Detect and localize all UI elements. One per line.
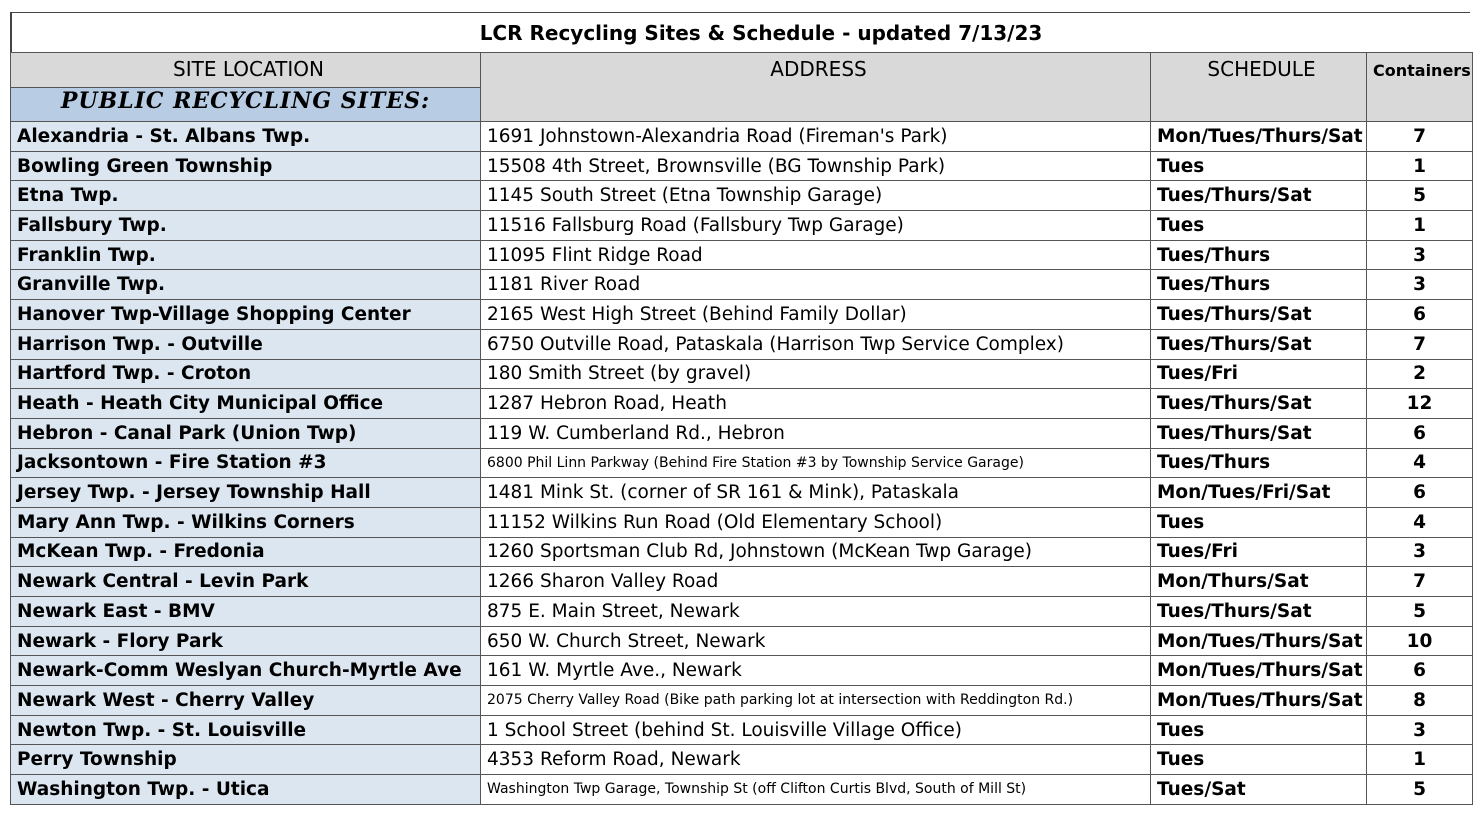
- schedule-cell[interactable]: Tues: [1151, 151, 1367, 181]
- table-row: [11, 359, 1473, 389]
- schedule-cell[interactable]: Tues: [1151, 211, 1367, 241]
- address-cell[interactable]: 11095 Flint Ridge Road: [481, 240, 1151, 270]
- containers-cell[interactable]: 6: [1367, 656, 1473, 686]
- schedule-cell[interactable]: Tues/Fri: [1151, 359, 1367, 389]
- address-cell[interactable]: 1481 Mink St. (corner of SR 161 & Mink), Pataskala: [481, 478, 1151, 508]
- address-cell[interactable]: 875 E. Main Street, Newark: [481, 597, 1151, 627]
- table-row: [11, 211, 1473, 241]
- table-row: [11, 418, 1473, 448]
- schedule-cell[interactable]: Tues/Fri: [1151, 537, 1367, 567]
- site-cell[interactable]: Washington Twp. - Utica: [11, 775, 481, 805]
- address-cell[interactable]: 2075 Cherry Valley Road (Bike path parking lot at intersection with Reddington Rd.): [481, 686, 1151, 716]
- site-cell[interactable]: Alexandria - St. Albans Twp.: [11, 122, 481, 152]
- schedule-cell[interactable]: Mon/Tues/Thurs/Sat: [1151, 656, 1367, 686]
- containers-cell[interactable]: 4: [1367, 507, 1473, 537]
- schedule-cell[interactable]: Tues/Thurs: [1151, 448, 1367, 478]
- site-cell[interactable]: Newark - Flory Park: [11, 626, 481, 656]
- schedule-cell[interactable]: Tues/Thurs: [1151, 270, 1367, 300]
- site-cell[interactable]: Fallsbury Twp.: [11, 211, 481, 241]
- address-cell[interactable]: 6800 Phil Linn Parkway (Behind Fire Station #3 by Township Service Garage): [481, 448, 1151, 478]
- site-cell[interactable]: Jersey Twp. - Jersey Township Hall: [11, 478, 481, 508]
- site-cell[interactable]: Hartford Twp. - Croton: [11, 359, 481, 389]
- schedule-cell[interactable]: Tues/Thurs/Sat: [1151, 300, 1367, 330]
- site-cell[interactable]: Hanover Twp-Village Shopping Center: [11, 300, 481, 330]
- schedule-cell[interactable]: Tues/Thurs/Sat: [1151, 181, 1367, 211]
- table-row: [11, 300, 1473, 330]
- table-row: [11, 715, 1473, 745]
- table-row: [11, 151, 1473, 181]
- containers-cell[interactable]: 1: [1367, 745, 1473, 775]
- schedule-cell[interactable]: Tues/Sat: [1151, 775, 1367, 805]
- containers-cell[interactable]: 1: [1367, 211, 1473, 241]
- containers-cell[interactable]: 6: [1367, 418, 1473, 448]
- site-cell[interactable]: Jacksontown - Fire Station #3: [11, 448, 481, 478]
- schedule-cell[interactable]: Mon/Tues/Thurs/Sat: [1151, 686, 1367, 716]
- containers-cell[interactable]: 3: [1367, 270, 1473, 300]
- table-row: [11, 448, 1473, 478]
- schedule-cell[interactable]: Tues: [1151, 715, 1367, 745]
- site-cell[interactable]: Bowling Green Township: [11, 151, 481, 181]
- containers-cell[interactable]: 7: [1367, 122, 1473, 152]
- spreadsheet: [10, 12, 1470, 805]
- address-cell[interactable]: 2165 West High Street (Behind Family Dollar): [481, 300, 1151, 330]
- site-cell[interactable]: Franklin Twp.: [11, 240, 481, 270]
- address-cell[interactable]: 1260 Sportsman Club Rd, Johnstown (McKean Twp Garage): [481, 537, 1151, 567]
- containers-cell[interactable]: 7: [1367, 567, 1473, 597]
- site-cell[interactable]: Etna Twp.: [11, 181, 481, 211]
- sheet-title: LCR Recycling Sites & Schedule - updated 7/13/23: [10, 12, 1470, 52]
- table-row: [11, 181, 1473, 211]
- address-cell[interactable]: 1145 South Street (Etna Township Garage): [481, 181, 1151, 211]
- address-cell[interactable]: 1181 River Road: [481, 270, 1151, 300]
- table-row: [11, 122, 1473, 152]
- table-row: [11, 240, 1473, 270]
- site-cell[interactable]: Hebron - Canal Park (Union Twp): [11, 418, 481, 448]
- address-cell[interactable]: 1 School Street (behind St. Louisville Village Office): [481, 715, 1151, 745]
- address-cell[interactable]: 11516 Fallsburg Road (Fallsbury Twp Garage): [481, 211, 1151, 241]
- site-cell[interactable]: Harrison Twp. - Outville: [11, 329, 481, 359]
- site-cell[interactable]: Newark East - BMV: [11, 597, 481, 627]
- header-schedule[interactable]: SCHEDULE: [1151, 53, 1367, 122]
- schedule-cell[interactable]: Tues/Thurs/Sat: [1151, 418, 1367, 448]
- containers-cell[interactable]: 12: [1367, 389, 1473, 419]
- schedule-cell[interactable]: Mon/Tues/Fri/Sat: [1151, 478, 1367, 508]
- address-cell[interactable]: 650 W. Church Street, Newark: [481, 626, 1151, 656]
- table-row: [11, 270, 1473, 300]
- containers-cell[interactable]: 4: [1367, 448, 1473, 478]
- containers-cell[interactable]: 1: [1367, 151, 1473, 181]
- table-row: [11, 389, 1473, 419]
- table-row: [11, 656, 1473, 686]
- containers-cell[interactable]: 3: [1367, 537, 1473, 567]
- table-row: [11, 745, 1473, 775]
- containers-cell[interactable]: 10: [1367, 626, 1473, 656]
- containers-cell[interactable]: 3: [1367, 240, 1473, 270]
- table-row: [11, 567, 1473, 597]
- schedule-cell[interactable]: Tues: [1151, 745, 1367, 775]
- schedule-cell[interactable]: Tues/Thurs: [1151, 240, 1367, 270]
- containers-cell[interactable]: 6: [1367, 478, 1473, 508]
- header-site-location[interactable]: SITE LOCATION: [11, 53, 481, 88]
- address-cell[interactable]: 1691 Johnstown-Alexandria Road (Fireman's Park): [481, 122, 1151, 152]
- address-cell[interactable]: 119 W. Cumberland Rd., Hebron: [481, 418, 1151, 448]
- address-cell[interactable]: 15508 4th Street, Brownsville (BG Township Park): [481, 151, 1151, 181]
- table-body: [11, 122, 1473, 805]
- header-containers[interactable]: Containers: [1367, 53, 1473, 122]
- address-cell[interactable]: 1266 Sharon Valley Road: [481, 567, 1151, 597]
- containers-cell[interactable]: 8: [1367, 686, 1473, 716]
- recycling-sites-table: [10, 52, 1473, 805]
- site-cell[interactable]: McKean Twp. - Fredonia: [11, 537, 481, 567]
- address-cell[interactable]: 6750 Outville Road, Pataskala (Harrison Twp Service Complex): [481, 329, 1151, 359]
- site-cell[interactable]: Heath - Heath City Municipal Office: [11, 389, 481, 419]
- schedule-cell[interactable]: Tues/Thurs/Sat: [1151, 597, 1367, 627]
- containers-cell[interactable]: 5: [1367, 181, 1473, 211]
- schedule-cell[interactable]: Tues/Thurs/Sat: [1151, 389, 1367, 419]
- address-cell[interactable]: 1287 Hebron Road, Heath: [481, 389, 1151, 419]
- containers-cell[interactable]: 5: [1367, 597, 1473, 627]
- address-cell[interactable]: 11152 Wilkins Run Road (Old Elementary School): [481, 507, 1151, 537]
- address-cell[interactable]: 161 W. Myrtle Ave., Newark: [481, 656, 1151, 686]
- address-cell[interactable]: Washington Twp Garage, Township St (off Clifton Curtis Blvd, South of Mill St): [481, 775, 1151, 805]
- header-address[interactable]: ADDRESS: [481, 53, 1151, 122]
- table-row: [11, 507, 1473, 537]
- site-cell[interactable]: Newton Twp. - St. Louisville: [11, 715, 481, 745]
- containers-cell[interactable]: 3: [1367, 715, 1473, 745]
- schedule-cell[interactable]: Mon/Tues/Thurs/Sat: [1151, 122, 1367, 152]
- table-row: [11, 329, 1473, 359]
- table-row: [11, 775, 1473, 805]
- address-cell[interactable]: 4353 Reform Road, Newark: [481, 745, 1151, 775]
- schedule-cell[interactable]: Mon/Thurs/Sat: [1151, 567, 1367, 597]
- site-cell[interactable]: Granville Twp.: [11, 270, 481, 300]
- table-row: [11, 478, 1473, 508]
- table-row: [11, 537, 1473, 567]
- schedule-cell[interactable]: Tues: [1151, 507, 1367, 537]
- containers-cell[interactable]: 5: [1367, 775, 1473, 805]
- address-cell[interactable]: 180 Smith Street (by gravel): [481, 359, 1151, 389]
- table-row: [11, 686, 1473, 716]
- containers-cell[interactable]: 6: [1367, 300, 1473, 330]
- containers-cell[interactable]: 7: [1367, 329, 1473, 359]
- site-cell[interactable]: Newark West - Cherry Valley: [11, 686, 481, 716]
- table-row: [11, 597, 1473, 627]
- site-cell[interactable]: Newark-Comm Weslyan Church-Myrtle Ave: [11, 656, 481, 686]
- schedule-cell[interactable]: Tues/Thurs/Sat: [1151, 329, 1367, 359]
- site-cell[interactable]: Perry Township: [11, 745, 481, 775]
- site-cell[interactable]: Mary Ann Twp. - Wilkins Corners: [11, 507, 481, 537]
- schedule-cell[interactable]: Mon/Tues/Thurs/Sat: [1151, 626, 1367, 656]
- site-cell[interactable]: Newark Central - Levin Park: [11, 567, 481, 597]
- containers-cell[interactable]: 2: [1367, 359, 1473, 389]
- table-row: [11, 626, 1473, 656]
- section-label-public-sites[interactable]: PUBLIC RECYCLING SITES:: [11, 88, 481, 122]
